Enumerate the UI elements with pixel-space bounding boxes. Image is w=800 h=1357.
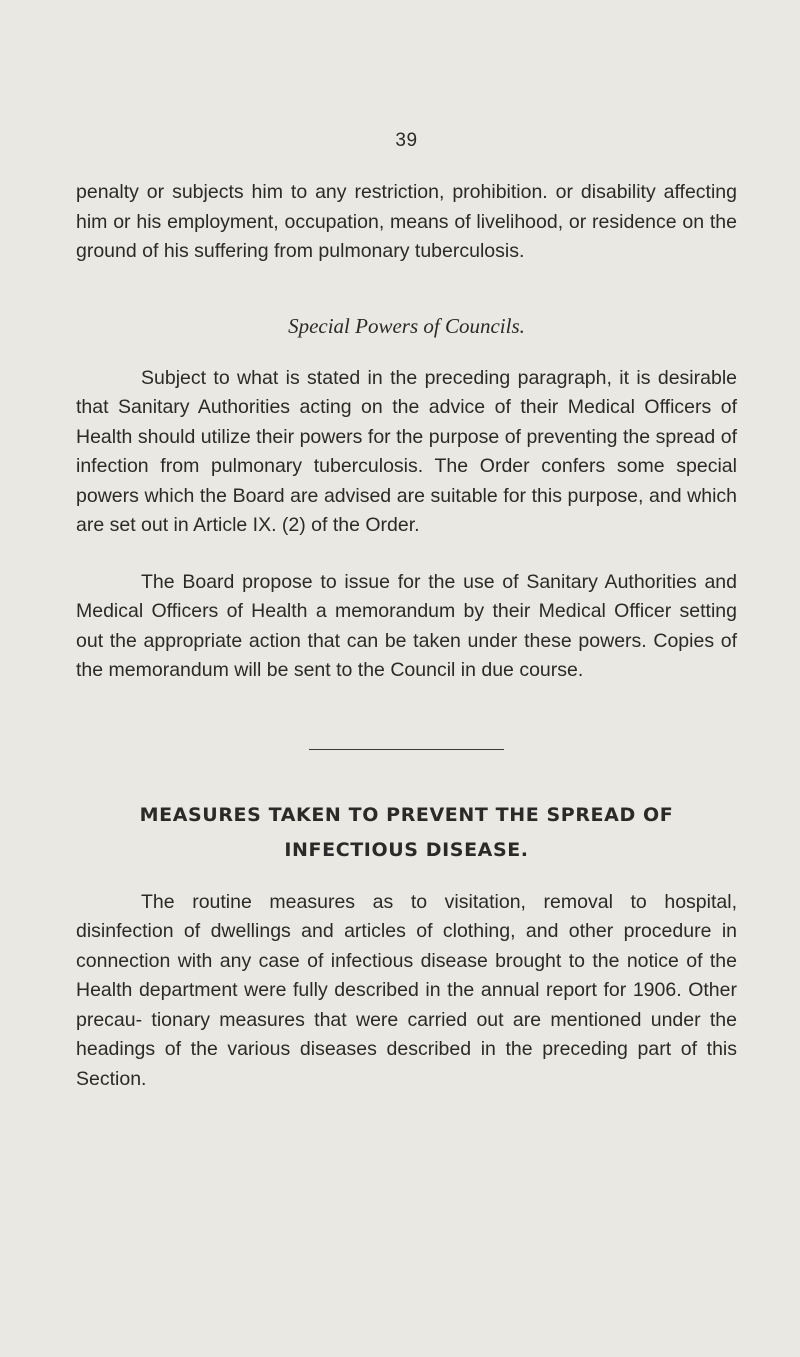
special-powers-heading: Special Powers of Councils.: [288, 313, 525, 338]
page-number: 39: [395, 130, 418, 151]
special-powers-paragraph-1: Subject to what is stated in the preceding paragraph, it is desirable that Sanitary Authorities acting on the advice of their Medical Officers of Health should utilize their powers for the purpose of preventing the spread of infection from pulmonary tuberculosis. The Order confers some special powers which the Board are advised are suitable for this purpose, and which are set out in Article IX. (2) of the Order.: [76, 366, 737, 536]
measures-heading: MEASURES TAKEN TO PREVENT THE SPREAD OF INFECTIOUS DISEASE.: [139, 803, 674, 861]
section-divider: [309, 749, 504, 750]
continuation-paragraph: penalty or subjects him to any restriction, prohibition. or disability affecting him or his employment, occupation, means of livelihood, or residence on the ground of his suffering from pulmonary tuberculosis.: [76, 181, 737, 262]
special-powers-paragraph-2: The Board propose to issue for the use of Sanitary Authorities and Medical Officers of Health a memorandum by their Medical Officer setting out the appropriate action that can be taken under these powers. Copies of the memorandum will be sent to the Council in due course.: [76, 570, 737, 681]
measures-paragraph: The routine measures as to visitation, removal to hospital, disinfection of dwellings and articles of clothing, and other procedure in connection with any case of infectious disease brought to the notice of the Health department were fully described in the annual report for 1906. Other precau- tionary measures that were carried out are mentioned under the headings of the various diseases described in the preceding part of this Section.: [76, 890, 737, 1090]
